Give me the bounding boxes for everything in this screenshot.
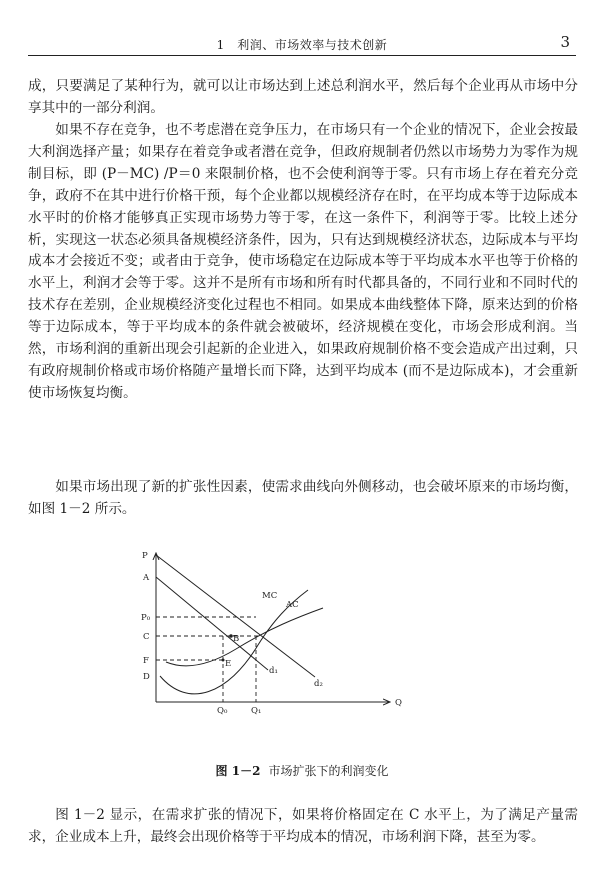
caption-number: 图 1－2: [215, 764, 261, 778]
label-d: D: [143, 672, 150, 682]
label-p0: P₀: [141, 613, 151, 623]
figure-caption: [0, 762, 604, 779]
label-c: C: [143, 632, 150, 642]
header-title: 1 利润、市场效率与技术创新: [216, 38, 388, 52]
label-q-axis: Q: [395, 698, 402, 708]
ac-curve: [166, 608, 323, 666]
label-d1: d₁: [269, 666, 278, 676]
running-header: [28, 33, 576, 56]
paragraph-3: 如果市场出现了新的扩张性因素，使需求曲线向外侧移动，也会破坏原来的市场均衡，如图 1－2 所示。: [28, 479, 578, 517]
page-number: 3: [560, 33, 570, 51]
paragraph-2: 如果不存在竞争，也不考虑潜在竞争压力，在市场只有一个企业的情况下，企业会按最大利润选择产量；如果存在着竞争或者潜在竞争，但政府规制者仍然以市场势力为零作为规制目标，即 (P－MC) /P＝0 来限制价格，也不会使利润等于零。只有市场上存在着充分竞争，政府不在其中进行价格干预，每个企业都以规模经济存在时，在平均成本等于边际成本水平时的价格才能够真正实现市场势力等于零，在这一条件下，利润等于零。比较上述分析，实现这一状态必须具备规模经济条件，因为，只有达到规模经济状态，边际成本与平均成本才会接近不变；或者由于竞争，使市场稳定在边际成本等于平均成本水平也等于价格的水平上，利润才会等于零。这并不是所有市场和所有时代都具备的，不同行业和不同时代的技术存在差别，企业规模经济变化过程也不相同。如果成本曲线整体下降，原来达到的价格等于边际成本，等于平均成本的条件就会被破坏，经济规模在变化，市场会形成利润。当然，市场利润的重新出现会引起新的企业进入，如果政府规制价格不变会造成产出过剩，只有政府规制价格或市场价格随产量增长而下降，达到平均成本 (而不是边际成本)，才会重新使市场恢复均衡。: [28, 122, 578, 401]
label-q0: Q₀: [217, 706, 228, 715]
economics-diagram: [128, 545, 418, 715]
label-d2: d₂: [314, 679, 323, 689]
label-q1: Q₁: [251, 706, 262, 715]
label-f: F: [143, 656, 149, 666]
label-a: A: [143, 573, 150, 583]
label-p-axis: P: [142, 551, 148, 561]
paragraph-4: 图 1－2 显示，在需求扩张的情况下，如果将价格固定在 C 水平上，为了满足产量需求，企业成本上升，最终会出现价格等于平均成本的情况，市场利润下降，甚至为零。: [28, 807, 578, 845]
label-e: E: [225, 659, 232, 669]
label-b: B: [233, 634, 240, 644]
paragraph-1: 成，只要满足了某种行为，就可以让市场达到上述总利润水平，然后每个企业再从市场中分享其中的一部分利润。: [28, 78, 578, 116]
label-ac: AC: [286, 600, 299, 610]
caption-text: 市场扩张下的利润变化: [268, 764, 389, 778]
demand-curve-d2: [156, 555, 315, 677]
label-mc: MC: [262, 591, 278, 601]
figure-1-2: [128, 545, 418, 715]
